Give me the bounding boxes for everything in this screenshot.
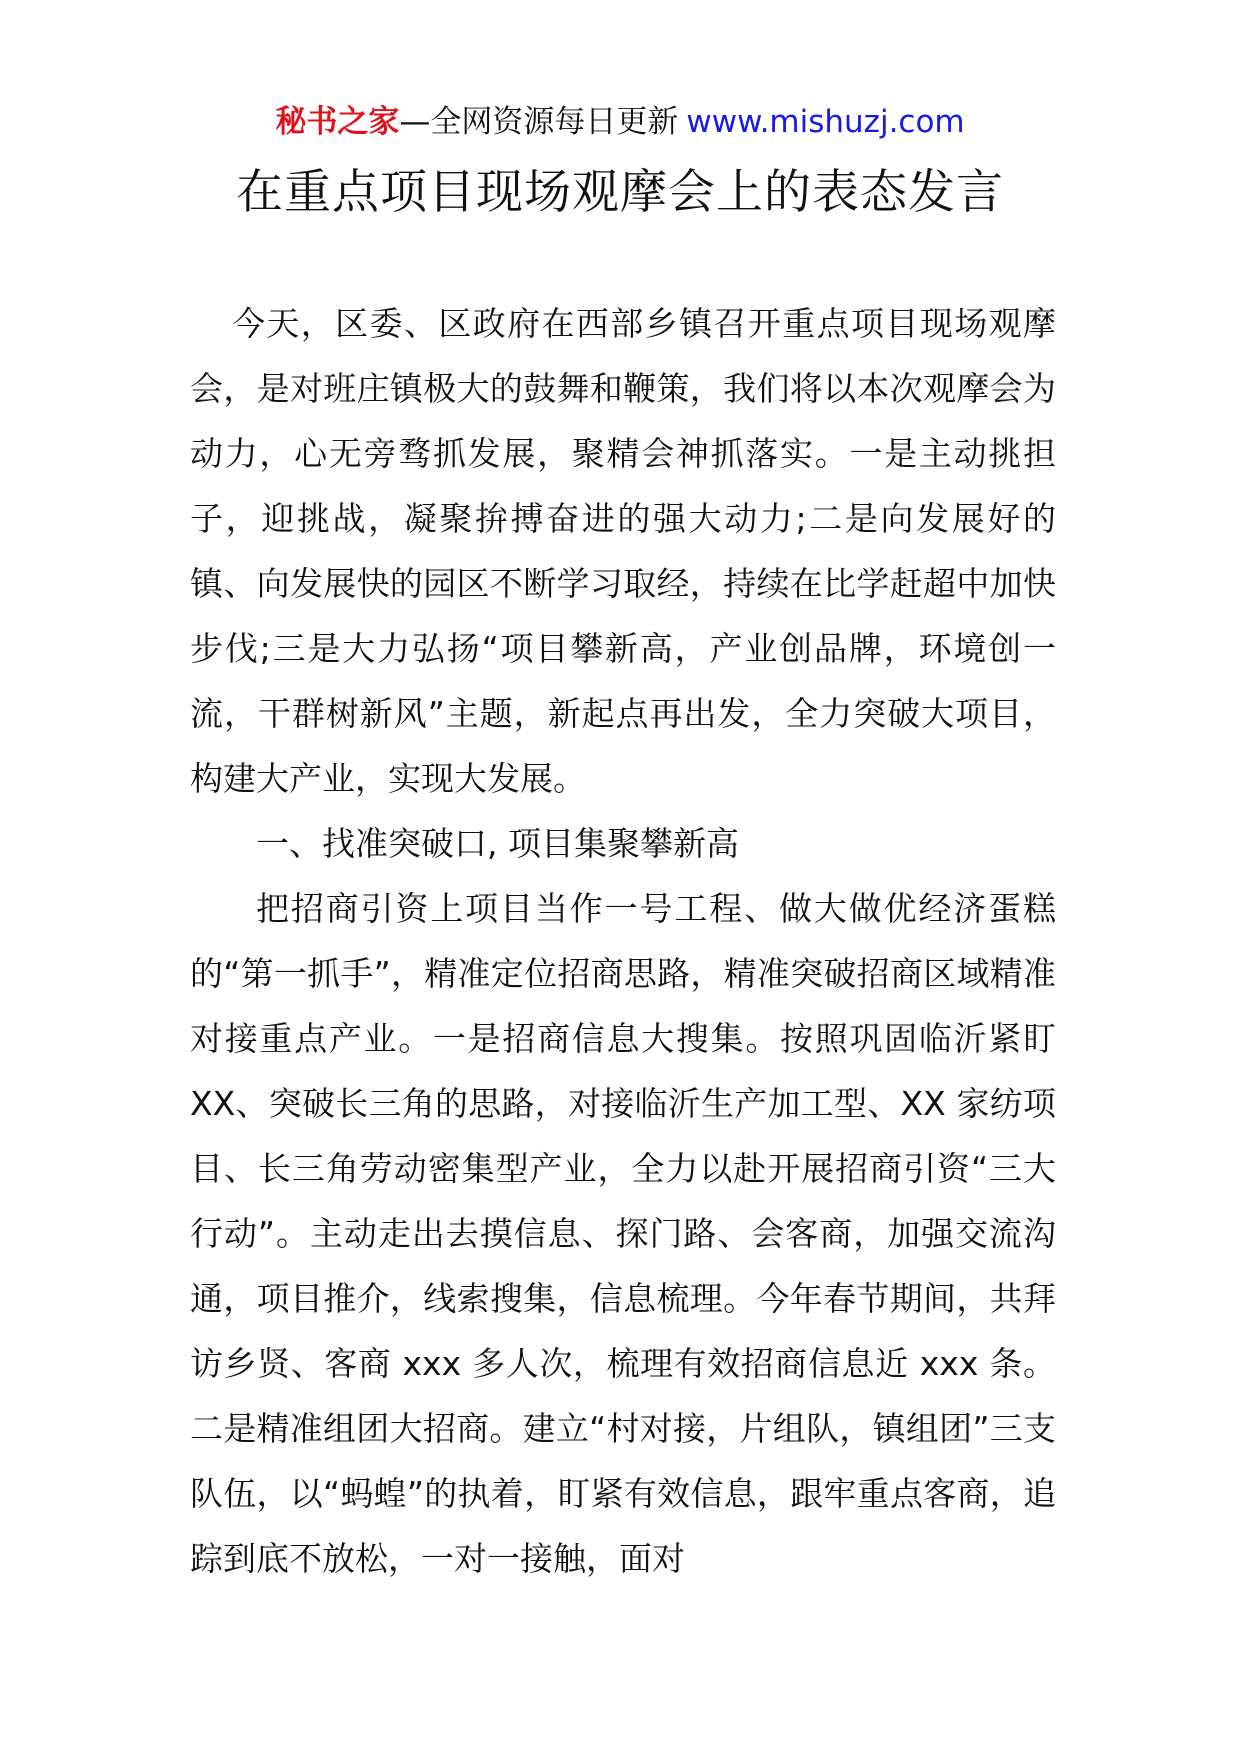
document-title: 在重点项目现场观摩会上的表态发言	[236, 165, 1004, 220]
site-header	[0, 102, 1240, 142]
section-heading: 一、找准突破口, 项目集聚攀新高	[256, 824, 739, 863]
site-url-link[interactable]: www.mishuzj.com	[686, 104, 965, 140]
body-paragraph: 把招商引资上项目当作一号工程、做大做优经济蛋糕的“第一抓手”，精准定位招商思路，精准突破招商区域精准对接重点产业。一是招商信息大搜集。按照巩固临沂紧盯 XX、突破长三角的思路，对接临沂生产加工型、XX 家纺项目、长三角劳动密集型产业，全力以赴开展招商引资“三大行动”。主动走出去摸信息、探门路、会客商，加强交流沟通，项目推介，线索搜集，信息梳理。今年春节期间，共拜访乡贤、客商 xxx 多人次，梳理有效招商信息近 xxx 条。二是精准组团大招商。建立“村对接，片组队，镇组团”三支队伍，以“蚂蝗”的执着，盯紧有效信息，跟牢重点客商，追踪到底不放松，一对一接触，面对	[190, 889, 1056, 1578]
site-tagline: —全网资源每日更新	[399, 104, 679, 140]
document-body	[190, 291, 1056, 1591]
intro-paragraph: 今天，区委、区政府在西部乡镇召开重点项目现场观摩会，是对班庄镇极大的鼓舞和鞭策，我们将以本次观摩会为动力，心无旁骛抓发展，聚精会神抓落实。一是主动挑担子，迎挑战，凝聚拚搏奋进的强大动力;二是向发展好的镇、向发展快的园区不断学习取经，持续在比学赶超中加快步伐;三是大力弘扬“项目攀新高，产业创品牌，环境创一流，干群树新风”主题，新起点再出发，全力突破大项目，构建大产业，实现大发展。	[190, 304, 1056, 798]
site-brand: 秘书之家	[275, 104, 400, 140]
